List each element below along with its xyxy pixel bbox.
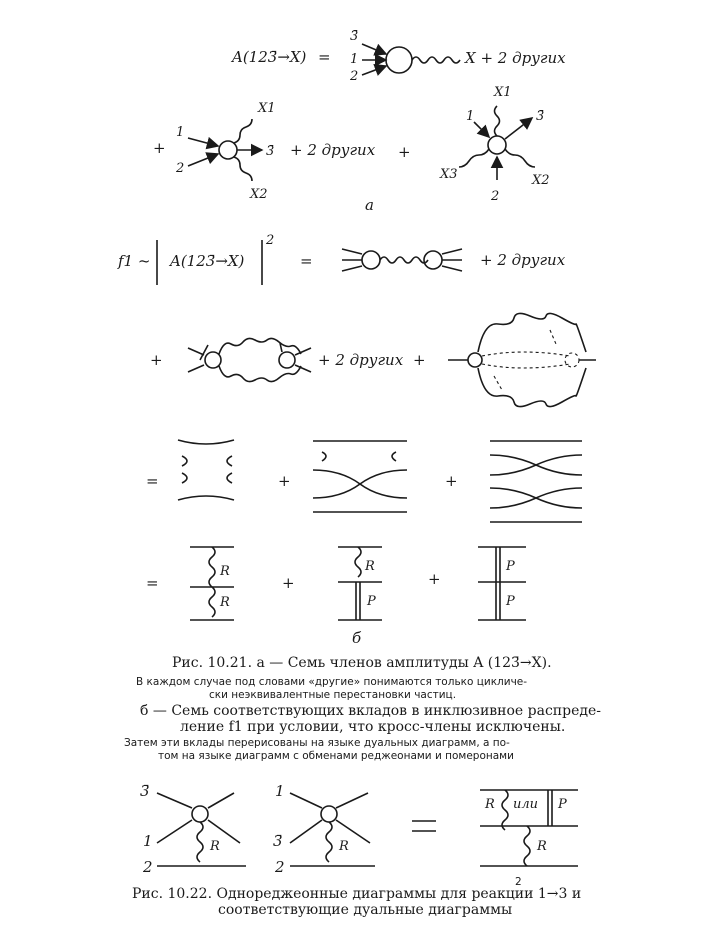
reggeon-wavy bbox=[524, 826, 530, 866]
label-x3: X3 bbox=[440, 167, 458, 182]
caption-superscript: 2 bbox=[515, 876, 522, 888]
vertex-blob bbox=[424, 251, 442, 269]
reggeon-wavy bbox=[355, 547, 361, 577]
arrow-in bbox=[188, 154, 218, 166]
line bbox=[290, 820, 322, 843]
equals-sign: = bbox=[146, 574, 159, 592]
wavy-x1 bbox=[234, 119, 252, 143]
wavy-x1 bbox=[495, 106, 500, 136]
caption-b: б — Семь соответствующих вкладов в инклюзивное распреде- bbox=[140, 703, 602, 719]
fig-10-21-title: Рис. 10.21. a — Семь членов амплитуды A (123̄→X). bbox=[172, 655, 552, 671]
reggeon-wavy-line bbox=[412, 57, 460, 63]
vertex-blob bbox=[386, 47, 412, 73]
label-p: P bbox=[506, 594, 515, 609]
dashed-inner-lower bbox=[482, 364, 570, 368]
label-r: R bbox=[339, 839, 349, 854]
label-1: 1 bbox=[176, 125, 185, 140]
label-x2: X2 bbox=[250, 187, 268, 202]
reggeon-wavy bbox=[502, 790, 508, 830]
line bbox=[442, 266, 462, 271]
arrow-in-3bar bbox=[362, 44, 386, 54]
caption-note: В каждом случае под словами «другие» понимаются только цикличе- bbox=[136, 676, 528, 688]
dual-line-bottom bbox=[178, 496, 234, 500]
label-ili: или bbox=[513, 797, 539, 812]
line bbox=[188, 348, 204, 355]
line bbox=[342, 266, 362, 271]
label-r: R bbox=[220, 564, 230, 579]
label-1: 1 bbox=[350, 52, 359, 67]
label-p: P bbox=[367, 594, 376, 609]
label-r: R bbox=[485, 797, 495, 812]
power: 2 bbox=[266, 233, 275, 248]
line bbox=[208, 793, 234, 808]
dual-arc bbox=[392, 452, 396, 461]
label-2: 2 bbox=[176, 161, 185, 176]
equals-sign: = bbox=[318, 48, 331, 66]
reggeon-wavy bbox=[197, 822, 203, 862]
label-1: 1 bbox=[143, 832, 153, 850]
label-p: P bbox=[558, 797, 567, 812]
dual-arc bbox=[322, 452, 326, 461]
line bbox=[342, 249, 362, 254]
arrow-in bbox=[188, 138, 218, 146]
line bbox=[157, 793, 192, 808]
two-others: + 2 других bbox=[290, 141, 376, 159]
plus-sign: + bbox=[282, 574, 295, 592]
dashed-cut bbox=[550, 330, 556, 344]
vertex-blob bbox=[488, 136, 506, 154]
plus-sign: + bbox=[398, 143, 411, 161]
line bbox=[200, 345, 208, 360]
fig-10-22-title: Рис. 10.22. Однореджеонные диаграммы для реакции 1→3 и bbox=[132, 886, 582, 902]
equals-sign: = bbox=[146, 472, 159, 490]
dashed-inner-upper bbox=[482, 352, 570, 356]
plus-sign: + bbox=[445, 472, 458, 490]
label-r: R bbox=[537, 839, 547, 854]
two-others: + 2 других bbox=[480, 251, 566, 269]
wavy-loop-outer-lower bbox=[478, 368, 586, 407]
vertex-blob bbox=[205, 352, 221, 368]
dual-cross bbox=[313, 470, 407, 498]
label-3bar: 3̄ bbox=[273, 832, 283, 850]
vertex-blob bbox=[279, 352, 295, 368]
label-3bar: 3̄ bbox=[140, 782, 150, 800]
dual-arc bbox=[182, 473, 187, 483]
label-x1: X1 bbox=[258, 101, 276, 116]
wavy-x3 bbox=[459, 149, 489, 167]
label-2: 2 bbox=[491, 189, 500, 204]
reggeon-wavy bbox=[326, 822, 332, 862]
vertex-blob bbox=[362, 251, 380, 269]
part-label-b: б bbox=[352, 629, 362, 647]
x-plus-two-others: X + 2 других bbox=[465, 49, 566, 67]
vertex-blob bbox=[321, 806, 337, 822]
dual-cross bbox=[490, 488, 582, 508]
dual-arc bbox=[227, 456, 232, 466]
label-1: 1 bbox=[275, 782, 285, 800]
plus-sign: + bbox=[413, 351, 426, 369]
label-3bar: 3̄ bbox=[266, 144, 275, 159]
plus-sign: + bbox=[428, 570, 441, 588]
arrow-in-2 bbox=[362, 66, 386, 75]
equals-sign: = bbox=[300, 252, 313, 270]
label-2: 2 bbox=[143, 858, 153, 876]
line bbox=[336, 793, 368, 808]
reggeon-wavy bbox=[209, 547, 215, 587]
label-p: P bbox=[506, 559, 515, 574]
label-r: R bbox=[220, 595, 230, 610]
arrow-in bbox=[474, 122, 489, 137]
part-label-a: a bbox=[365, 196, 374, 214]
abs-amplitude: A(123̄→X) bbox=[170, 252, 245, 270]
label-r: R bbox=[365, 559, 375, 574]
line bbox=[290, 793, 322, 808]
two-others: + 2 других bbox=[318, 351, 404, 369]
label-x2: X2 bbox=[532, 173, 550, 188]
plus-sign: + bbox=[278, 472, 291, 490]
plus-sign: + bbox=[150, 351, 163, 369]
line bbox=[157, 820, 192, 843]
caption-note: Затем эти вклады перерисованы на языке дуальных диаграмм, а по- bbox=[124, 737, 510, 749]
caption-note: ски неэквивалентные перестановки частиц. bbox=[209, 689, 457, 701]
amplitude-lhs: A(123̄→X) bbox=[232, 48, 307, 66]
label-x1: X1 bbox=[494, 85, 512, 100]
label-3bar: 3̄ bbox=[536, 109, 545, 124]
reggeon-wavy bbox=[209, 587, 215, 617]
caption-b: ление f1 при условии, что кросс-члены исключены. bbox=[180, 719, 566, 735]
arrow-out bbox=[505, 118, 532, 139]
fig-10-22-subtitle: соответствующие дуальные диаграммы bbox=[218, 902, 513, 918]
line bbox=[442, 249, 462, 254]
dual-arc bbox=[182, 456, 187, 466]
f1-lhs: f1 ~ bbox=[118, 252, 151, 270]
vertex-blob bbox=[468, 353, 482, 367]
label-1: 1 bbox=[466, 109, 475, 124]
wavy-loop-outer-upper bbox=[478, 313, 586, 352]
dual-line-top bbox=[178, 440, 234, 444]
label-3bar: 3̄ bbox=[350, 29, 359, 44]
caption-note: том на языке диаграмм с обменами реджеонами и померонами bbox=[158, 750, 514, 762]
plus-sign: + bbox=[153, 139, 166, 157]
line bbox=[188, 365, 204, 372]
reggeon-wavy-line bbox=[380, 257, 428, 263]
vertex-blob bbox=[192, 806, 208, 822]
dual-cross bbox=[490, 455, 582, 475]
dashed-cut bbox=[494, 376, 502, 390]
label-r: R bbox=[210, 839, 220, 854]
wavy-x2 bbox=[234, 157, 252, 181]
label-2: 2 bbox=[275, 858, 285, 876]
wavy-x2 bbox=[505, 149, 535, 167]
label-2: 2 bbox=[350, 69, 359, 84]
dual-arc bbox=[227, 473, 232, 483]
